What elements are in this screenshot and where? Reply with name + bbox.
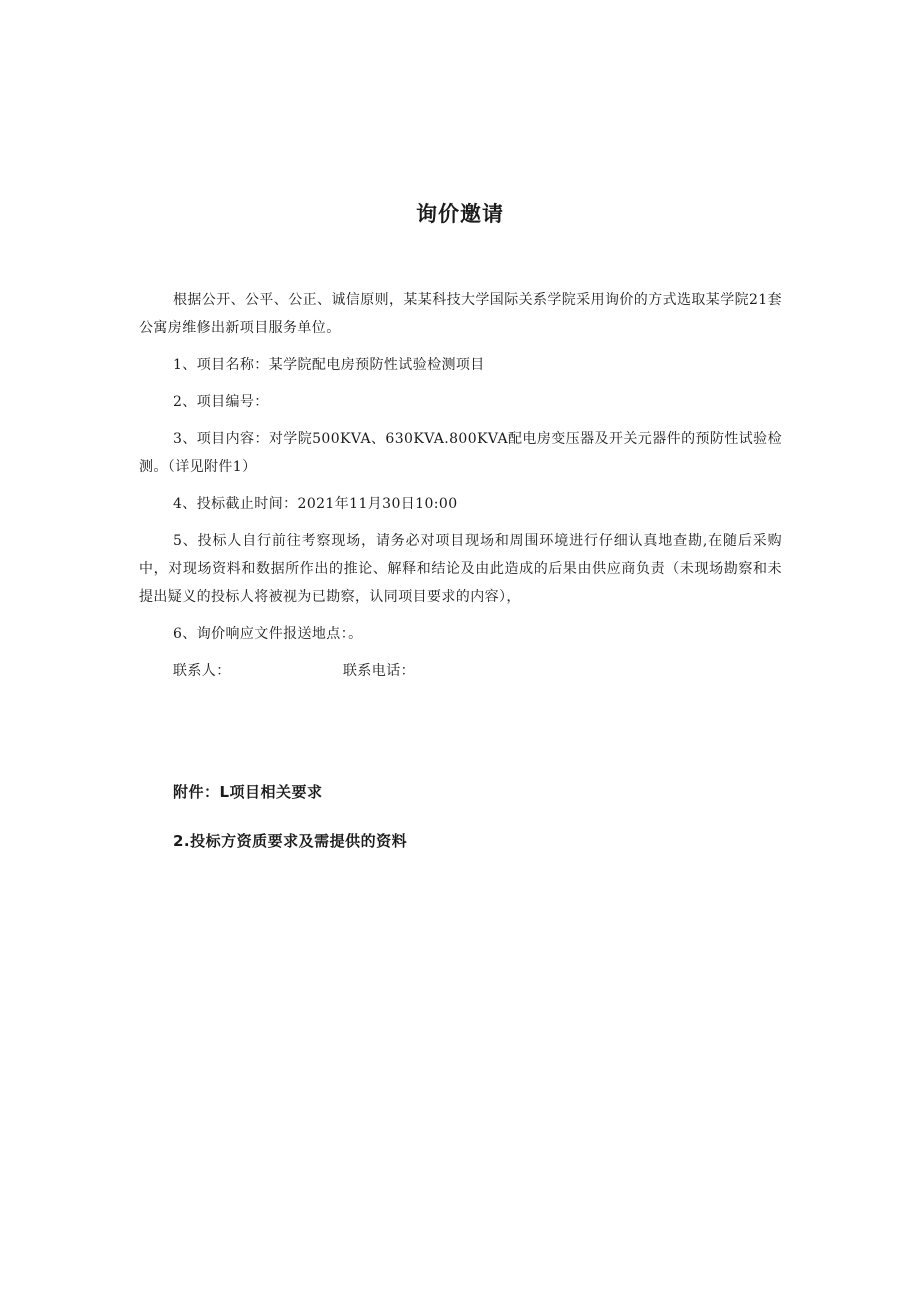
item-site-inspection: 5、投标人自行前往考察现场，请务必对项目现场和周围环境进行仔细认真地查勘,在随后采购中，对现场资料和数据所作出的推论、解释和结论及由此造成的后果由供应商负责（未现场勘察和未提出疑义的投标人将被视为已勘察，认同项目要求的内容）， [139,533,782,605]
item-submission-location: 6、询价响应文件报送地点：。 [173,626,363,642]
attachment-2: 2.投标方资质要求及需提供的资料 [173,832,408,850]
contact-person-label: 联系人： [173,663,231,679]
intro-paragraph: 根据公开、公平、公正、诚信原则，某某科技大学国际关系学院采用询价的方式选取某学院21套公寓房维修出新项目服务单位。 [139,292,783,336]
item-project-content: 3、项目内容：对学院500KVA、630KVA.800KVA配电房变压器及开关元器件的预防性试验检测。（详见附件1） [139,431,782,475]
item-project-name: 1、项目名称：某学院配电房预防性试验检测项目 [173,357,485,373]
document-body [139,286,782,685]
attachment-1: 附件：L项目相关要求 [173,783,323,801]
item-project-number: 2、项目编号： [173,394,269,410]
contact-phone-label: 联系电话： [343,663,415,679]
item-deadline: 4、投标截止时间：2021年11月30日10:00 [173,496,458,512]
document-title: 询价邀请 [416,202,504,226]
contact-line [139,657,782,685]
